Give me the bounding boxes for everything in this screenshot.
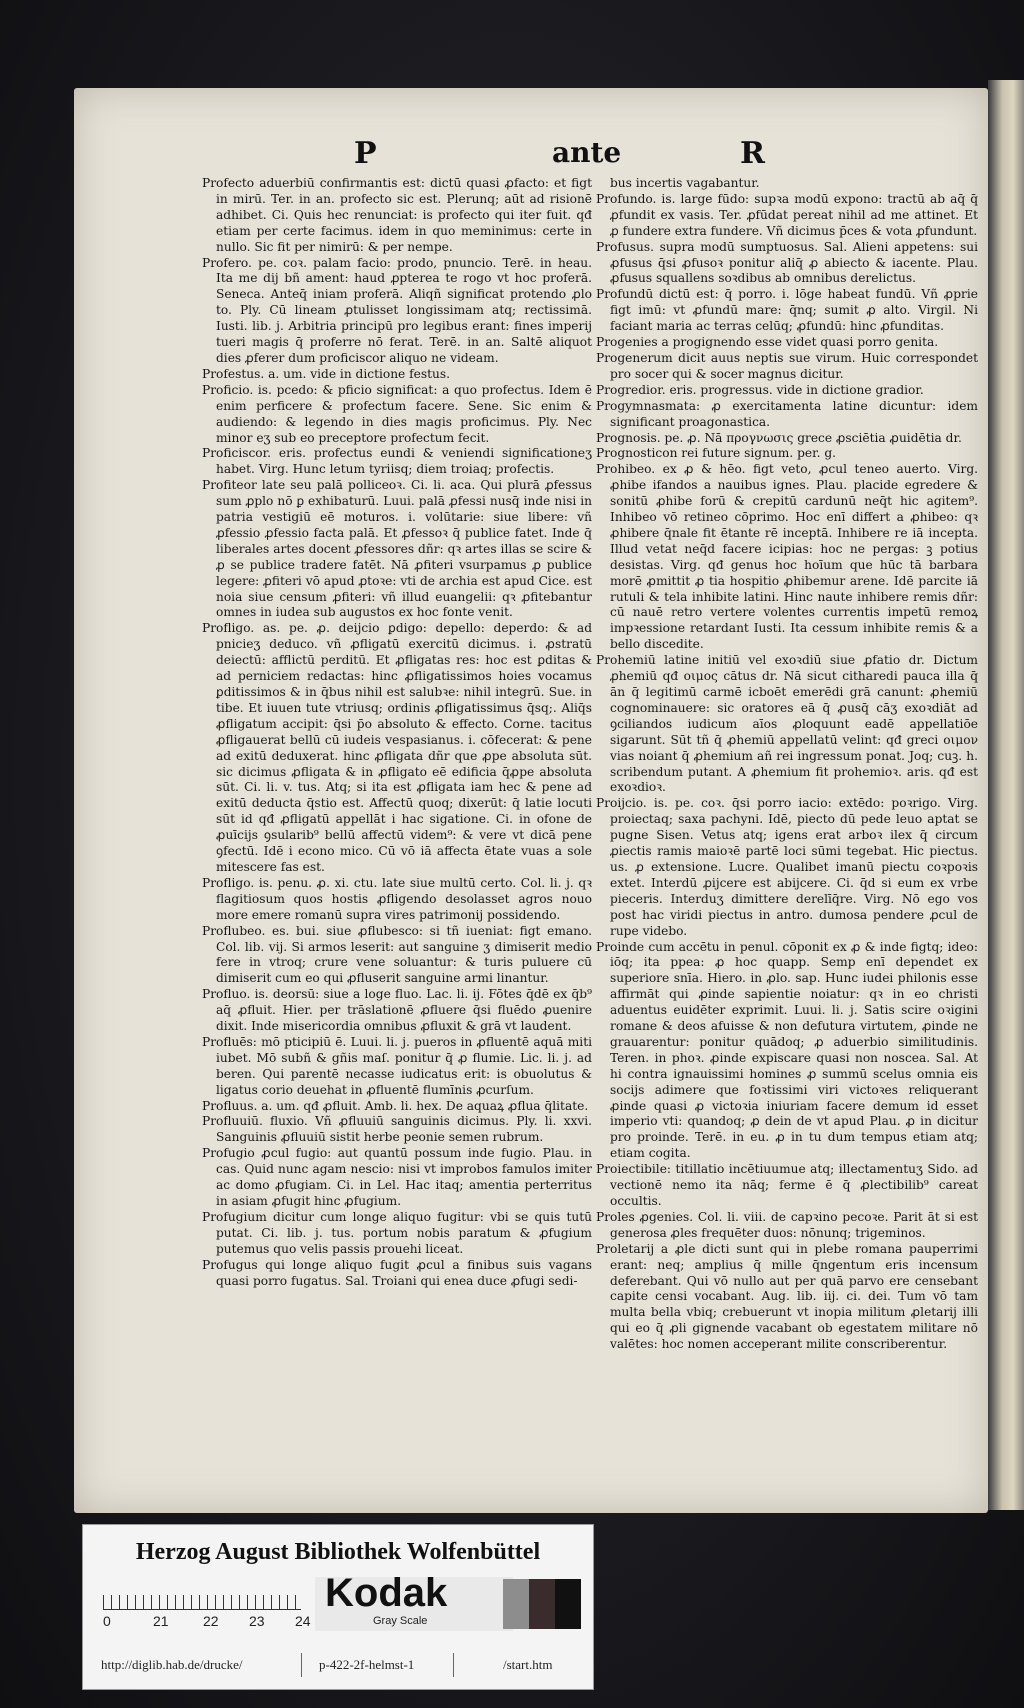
left-text-column <box>202 176 592 1289</box>
dictionary-entry: Proficiscor. eris. profectus eundi & veniendi significationeʒ habet. Virg. Hunc letum tyriisq; diem troiaq; profectis. <box>202 446 592 477</box>
gray-swatch-black <box>555 1579 581 1629</box>
ruler-number: 21 <box>153 1613 169 1629</box>
ruler-numbers <box>99 1613 329 1633</box>
dictionary-entry: Profugus qui longe aliquo fugit ꝓcul a finibus suis vagans quasi porro fugatus. Sal. Troiani qui enea duce ꝓfugi sedi- <box>202 1257 592 1288</box>
dictionary-entry: Profugium dicitur cum longe aliquo fugitur: vbi se quis tutū putat. Ci. lib. j. tus. portum nobis paratum & ꝓfugium putemus quo velis passis prouehi liceat. <box>202 1209 592 1256</box>
dictionary-entry: Proijcio. is. pe. coꝛ. q̄si porro iacio: extēdo: poꝛrigo. Virg. proiectaq; saxa pachyni. Idē, piecto dū pede leuo aptat se pugne Sisen. Vetus atq; igens erat arboꝛ ilex q̄ circum ꝓiectis ramis maioꝛē partē loci sūmi tegebat. Hic piectus. us. ꝓ extensione. Lucre. Qualibet imanū piectu coꝛpoꝛis extet. Interdū ꝓijcere est abijcere. Ci. q̄d si eum ex vrbe pieceris. Interduʒ dimittere derelīq̄re. Virg. Nō ego vos post hac viridi piectus in antro. dumosa pendere ꝓcul de rupe videbo. <box>596 796 978 938</box>
footer-id: p-422-2f-helmst-1 <box>319 1657 415 1672</box>
dictionary-entry: Profluuiū. fluxio. Vñ ꝓfluuiū sanguinis dicimus. Ply. li. xxvi. Sanguinis ꝓfluuiū sistit herbe peonie semen rubrum. <box>202 1114 592 1145</box>
dictionary-entry: Proletarij a ꝓle dicti sunt qui in plebe romana pauperrimi erant: neq; amplius q̄ mille q̄ngentum eris incensum deferebant. Qui vō nullo aut per quā parvo ere censebant capite censi vocabant. Aug. lib. iij. ci. dei. Tum vō tam multa bella vbiq; crebuerunt vt inopia militum ꝓletarij illi qui eo q̄ ꝓli gignende vacabant ob egestatem militare nō valētes: hoc nomen acceperant milite conscriberentur. <box>596 1241 978 1352</box>
dictionary-entry: Profestus. a. um. vide in dictione festus. <box>202 366 450 381</box>
dictionary-entry: Profundo. is. large fūdo: supꝛa modū expono: tractū ab aq̄ q̄ ꝓfundit ex vasis. Ter. ꝓfūdat pereat nihil ad me attinet. Et ꝓ fundere extra fundere. Vñ dicimus p̄ces & vota ꝓfundunt. <box>596 191 978 238</box>
dictionary-entry: Profero. pe. coꝛ. palam facio: prodo, pnuncio. Terē. in heau. Ita me dij bñ ament: haud ꝓpterea te rogo vt hoc proferā. Seneca. Anteq̄ iniam proferā. Aliqñ significat protendo ꝓlo to. Ply. Cū lineam ꝓtulisset longissimam atq; rectissimā. Iusti. lib. j. Arbitria principū pro legibus erant: fines imperij tueri magis q̄ proferre nō ferat. Terē. in an. Saltē aliquot dies ꝓferer dum proficiscor aliquo ne videam. <box>202 255 592 365</box>
gray-swatches <box>503 1579 583 1629</box>
dictionary-entry: Progenerum dicit auus neptis sue virum. Huic correspondet pro socer qui & socer magnus dicitur. <box>596 350 978 381</box>
dictionary-entry: Proficio. is. pcedo: & pficio significat: a quo profectus. Idem ē enim perficere & profectum facere. Sene. Sic enim & audiendo: & legendo in dies magis proficimus. Ply. Nec minor eʒ sub eo preceptore profectum fecit. <box>202 382 592 445</box>
ruler-number: 24 <box>295 1613 311 1629</box>
gray-swatch-mid <box>503 1579 529 1629</box>
kodak-logo: Kodak <box>325 1571 448 1615</box>
footer-link[interactable]: /start.htm <box>503 1657 553 1672</box>
right-text-column <box>596 176 978 1353</box>
footer-url[interactable]: http://diglib.hab.de/drucke/ <box>101 1657 243 1672</box>
dictionary-entry: Proflubeo. es. bui. siue ꝓflubesco: si tñ iueniat: figt emano. Col. lib. vij. Si armos leserit: aut sanguine ʒ dimiserit medio fere in vtroq; crure vene soluantur: & turis puluere cū dimiserit cum eo qui ꝓfluserit sanguine armi linantur. <box>202 923 592 986</box>
footer-divider <box>453 1653 454 1677</box>
ruler-number: 22 <box>203 1613 219 1629</box>
header-right-letter: R <box>740 136 765 171</box>
dictionary-entry: Proinde cum accētu in penul. cōponit ex ꝓ & inde figtq; ideo: iōq; ita ppea: ꝓ hoc quapp. Semp enī dependet ex superiore snīa. Hiero. in ꝓlo. sap. Hunc iudei philonis esse affirmāt qui ꝓinde sapientie noiatur: qꝛ in eo christi aduentus euidēter exprimit. Luui. li. j. Satis scire oꝛigini romane & deos afuisse & non defutura virtutem, ꝓinde ne grauarentur: ponitur quādoq; ꝓ aduerbio similitudinis. Teren. in phoꝛ. ꝓinde expiscare quasi non noscea. Sal. At hi contra ignauissimi homines ꝓ summū scelus omnia eis socijs adimere que foꝛtissimi viri victoꝛes reliquerant ꝓinde quasi ꝓ victoꝛia iniuriam facere demum id esset imperio vti: quandoq; ꝓ dein de vt apud Plau. ꝓ in dicitur pro proinde. Terē. in eu. ꝓ in tu dum tempus etiam atq; etiam cogita. <box>596 939 978 1161</box>
library-name: Herzog August Bibliothek Wolfenbüttel <box>135 1539 541 1565</box>
scale-ruler <box>103 1583 301 1610</box>
dictionary-entry: Profiteor late seu palā polliceoꝛ. Ci. li. aca. Qui plurā ꝓfessus sum ꝓplo nō ꝑ exhibaturū. Luui. palā ꝓfessi nusq̄ inde nisi in patria vestigiū eē moturos. i. volūtarie: siue libere: vñ ꝓfessio ꝓfessio facta palā. Et ꝓfessoꝛ q̄ publice fatet. Inde q̄ liberales artes docent ꝓfessores dñr: qꝛ artes illas se scire & ꝓ se publice tradere fatēt. Nā ꝓfiteri vsurpamus ꝓ publice legere: ꝓfiteri vō apud ꝓtoꝛe: vti de archia est apud Cice. est noia siue censum ꝓfiteri: vñ illud euangelii: qꝛ ꝓfitebantur omnes in iudea sub augustos ex hoc fonte venit. <box>202 478 592 620</box>
dictionary-entry: Proiectibile: titillatio incētiuumue atq; illectamentuʒ Sido. ad vectionē nemo ita nāq; ferme ē q̄ ꝓlectibilib⁹ careat occultis. <box>596 1162 978 1208</box>
ruler-number: 23 <box>249 1613 265 1629</box>
kodak-gray-scale <box>315 1571 513 1631</box>
header-catchword: ante <box>552 136 622 169</box>
dictionary-entry: Prohemiū latine initiū vel exoꝛdiū siue ꝓfatio dr. Dictum ꝓhemiū qđ οιμος cātus dr. Nā sicut citharedi pauca illa q̄ ān q̄ legitimū carmē icboēt emerēdi grā canunt: ꝓhemiū cognominauere: sic oratores eā q̄ ꝓusq̄ cāʒ exoꝛdiāt ad ꝯciliandos iudicum aīos ꝓloquunt eadē appellatiōe sigarunt. Sūt tñ q̄ ꝓhemiū appellatū velint: qđ greci οιμον vias noiant q̄ ꝓhemium añ rei ingressum ponat. Joq; cuꝫ. h. scribendum putant. A ꝓhemium fit prohemioꝛ. aris. qđ est exoꝛdioꝛ. <box>596 653 978 795</box>
facing-page-edge <box>988 80 1024 1510</box>
dictionary-entry: Progenies a progignendo esse videt quasi porro genita. <box>596 335 939 350</box>
dictionary-entry: Profecto aduerbiū confirmantis est: dictū quasi ꝓfacto: et figt in mirū. Ter. in an. profecto sic est. Plerunq; aūt ad risionē adhibet. Ci. Quis hec renunciat: is profecto qui iter fuit. qđ etiam per certe facimus. idem in quo meminimus: certe in nullo. Sic fit per nimirū: & per nempe. <box>202 176 592 254</box>
dictionary-entry: Prognosis. pe. ꝓ. Nā προγνωσις grece ꝓsciētia ꝓuidētia dr. <box>596 430 962 445</box>
dictionary-entry: Profusus. supra modū sumptuosus. Sal. Alieni appetens: sui ꝓfusus q̄si ꝓfusoꝛ ponitur aliq̄ ꝓ abiecto & iacente. Plau. ꝓfusus squallens soꝛdibus ab omnibus derelictus. <box>596 239 978 286</box>
page-header <box>74 136 988 176</box>
gray-swatch-dark <box>529 1579 555 1629</box>
library-color-card <box>82 1524 594 1690</box>
footer-divider <box>301 1653 302 1677</box>
dictionary-entry: Profligo. is. penu. ꝓ. xi. ctu. late siue multū certo. Col. li. j. qꝛ flagitiosum quos hostis ꝓfligendo desolasset agros nouo more emere romanū supra vires patrimonij possidendo. <box>202 875 592 922</box>
dictionary-entry: Profluēs: mō pticipiū ē. Luui. li. j. pueros in ꝓfluentē aquā miti iubet. Mō subñ & gñis maſ. ponitur q̄ ꝓ flumie. Lic. li. j. ad beren. Qui parentē necasse iudicatus erit: is obuolutus & ligatus corio deuehat in ꝓfluentē flumīnis ꝓcurſum. <box>202 1034 592 1097</box>
dictionary-entry: Profluus. a. um. qđ ꝓfluit. Amb. li. hex. De aquaꝝ ꝓflua q̄litate. <box>202 1098 589 1113</box>
dictionary-entry: bus incertis vagabantur. <box>610 176 760 190</box>
header-left-letter: P <box>354 136 377 171</box>
dictionary-entry: Profundū dictū est: q̄ porro. i. lōge habeat fundū. Vñ ꝓprie figt imū: vt ꝓfundū mare: q̄nq; sumit ꝓ alto. Virgil. Ni faciant maria ac terras celūq; ꝓfundū: hinc ꝓfunditas. <box>596 287 978 334</box>
dictionary-entry: Progredior. eris. progressus. vide in dictione gradior. <box>596 382 924 397</box>
dictionary-entry: Prognosticon rei future signum. per. g. <box>596 446 836 461</box>
dictionary-entry: Progymnasmata: ꝓ exercitamenta latine dicuntur: idem significant proagonastica. <box>596 398 978 429</box>
dictionary-entry: Prohibeo. ex ꝓ & hēo. figt veto, ꝓcul teneo auerto. Virg. ꝓhibe ifandos a nauibus ignes. Plau. placide egredere & sonitū ꝓhibe forū & crepitū cardunū neq̄t hic agitem⁹. Inhibeo vō retineo cōprimo. Hoc enī differt a ꝓhibeo: qꝛ ꝓhibere q̄nale fit ētante rē inceptā. Inhibere re iā incepta. Illud vetat neq̄d facere icipias: hoc ne pergas: ꝫ potius desistas. Virg. qđ genus hoc hoīum que hūc tā barbara morē ꝓmittit ꝓ tia hospitio ꝓhibemur arene. Idē parcite iā rutuli & tela inhibite latini. Hinc naute inhibere remis dñr: cū nauē retro vertere volentes currentis impetū remoꝝ impꝛessione retardant Iusti. Ita cessum inhibite remis & a bello discedite. <box>596 462 978 652</box>
dictionary-entry: Proles ꝓgenies. Col. li. viii. de capꝛino pecoꝛe. Parit āt si est generosa ꝓles frequēter duos: nōnunq; trigeminos. <box>596 1209 978 1240</box>
ruler-number: 0 <box>103 1613 111 1629</box>
dictionary-entry: Profugio ꝓcul fugio: aut quantū possum inde fugio. Plau. in cas. Quid nunc agam nescio: nisi vt improbos famulos imiter ac domo ꝓfugiam. Ci. in Lel. Hac itaq; amentia perterritus in asiam ꝓfugit hinc ꝓfugium. <box>202 1146 592 1208</box>
dictionary-entry: Profligo. as. pe. ꝓ. deijcio ꝑdigo: depello: deperdo: & ad pnicieʒ deduco. vñ ꝓfligatū exercitū dicimus. i. ꝓstratū deiectū: afflictū perditū. Et ꝓfligatas res: hoc est ꝑditas & ad perniciem redactas: hinc ꝓfligatissimos hoies vocamus ꝑditissimos & in q̄bus nihil est salubꝛe: nihil integrū. Sue. in tibe. Et iuuen tute vtriusq; ordinis ꝓfligatissimus q̄sq;. Aliq̄s ꝓfligatum accipit: q̄si p̄o absoluto & effecto. Corne. tacitus ꝓfligauerat bellū cū iudeis vespasianus. i. cōfecerat: & pene ad exitū deduxerat. hinc ꝓfligata dñr que ꝓpe absoluta sūt. sic dicimus ꝓfligata & in ꝓfligato eē edificia q̄ꝓpe absoluta sūt. Ci. li. v. tus. Atq; si ita est ꝓfligata iam hec & pene ad exitū deducta q̄stio est. Affectū quoq; dixerūt: q̄ latie locuti sūt id qđ ꝓfligatū appellāt i hac sigatione. Ci. in ofone de ꝓuīcijs ꝯsularib⁹ bellū affectū videm⁹: & vere vt dicā pene ꝯfectū. Idē i econo mico. Cū vō iā affecta ētate vuas a sole mitescere fas est. <box>202 621 592 874</box>
dictionary-entry: Profluo. is. deorsū: siue a loge fluo. Lac. li. ij. Fōtes q̄dē ex q̄b⁹ aq̄ ꝓfluit. Hier. per trāslationē ꝓfluere q̄si fluēdo ꝓuenire dixit. Inde misericordia omnibus ꝓfluxit & grā vt laudent. <box>202 987 592 1034</box>
card-footer <box>83 1649 593 1679</box>
gray-scale-label: Gray Scale <box>373 1615 428 1627</box>
